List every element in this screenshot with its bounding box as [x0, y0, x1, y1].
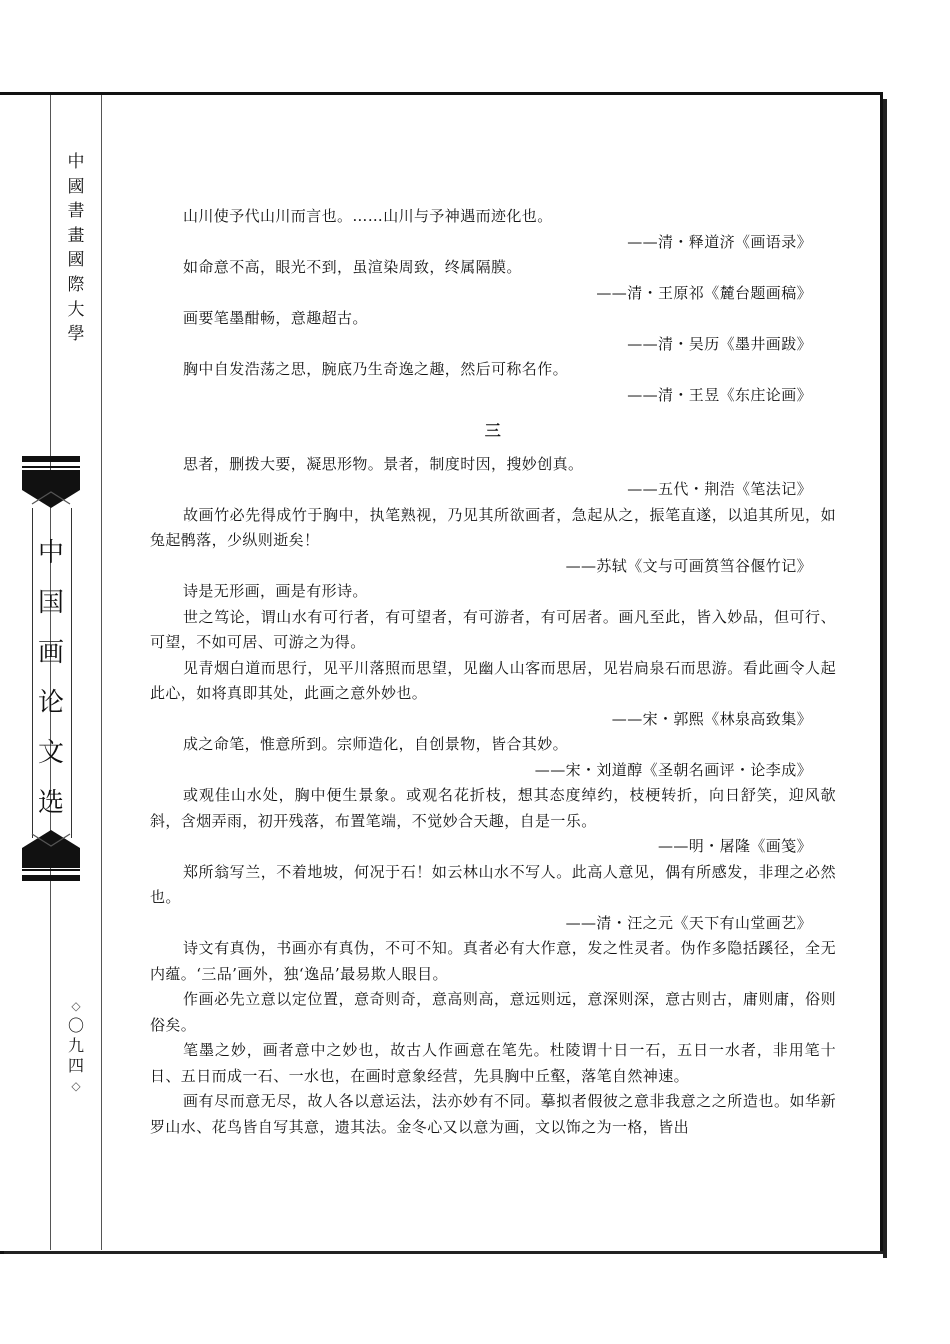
- citation: ——清・汪之元《天下有山堂画艺》: [565, 913, 812, 932]
- page-number-char: 九: [67, 1036, 84, 1055]
- band-bar-top: [22, 456, 80, 462]
- book-title-char: 画: [37, 638, 64, 668]
- citation: ——明・屠隆《画笺》: [657, 837, 812, 855]
- frame-shadow: [4, 1251, 886, 1254]
- citation: ——苏轼《文与可画筼筜谷偃竹记》: [565, 556, 812, 575]
- series-title-char: 學: [67, 324, 85, 345]
- quote-paragraph: 或观佳山水处，胸中便生景象。或观名花折枝，想其态度绰约，枝梗转折，向日舒笑，迎风欹斜，含烟弄雨，初开残落，布置笔端，不觉妙合天趣，自是一乐。: [150, 786, 836, 830]
- citation: ——清・王昱《东庄论画》: [627, 385, 812, 404]
- side-rule-right: [101, 95, 102, 1250]
- band-bar-bottom: [22, 875, 80, 881]
- series-title-char: 畫: [67, 225, 85, 246]
- book-title-char: 论: [37, 688, 64, 718]
- series-title-char: 大: [67, 299, 85, 320]
- quote-paragraph: 画有尽而意无尽，故人各以意运法，法亦妙有不同。摹拟者假彼之意非我意之之所造也。如华新罗山水、花鸟皆自写其意，遗其法。金冬心又以意为画，文以饰之为一格，皆出: [150, 1092, 836, 1136]
- diamond-icon: ◇: [71, 1079, 81, 1093]
- quote-paragraph: 世之笃论，谓山水有可行者，有可望者，有可游者，有可居者。画凡至此，皆入妙品，但可行、可望，不如可居、可游之为得。: [150, 607, 836, 651]
- series-title-char: 際: [67, 274, 85, 295]
- citation: ——清・释道济《画语录》: [627, 232, 812, 251]
- quote-paragraph: 郑所翁写兰，不着地坡，何况于石！如云林山水不写人。此高人意见，偶有所感发，非理之必然也。: [150, 862, 836, 906]
- quote-paragraph: 思者，删拨大要，凝思形物。景者，制度时因，搜妙创真。: [183, 454, 584, 473]
- book-title-char: 中: [37, 538, 64, 568]
- series-title-char: 國: [67, 250, 85, 271]
- book-title-char: 选: [37, 788, 64, 818]
- page-number-char: 四: [67, 1056, 84, 1075]
- citation: ——五代・荆浩《笔法记》: [627, 480, 812, 498]
- quote-paragraph: 胸中自发浩荡之思，腕底乃生奇逸之趣，然后可称名作。: [183, 360, 569, 378]
- main-text: [150, 204, 836, 1140]
- section-heading: 三: [484, 421, 502, 440]
- quote-paragraph: 山川使予代山川而言也。……山川与予神遇而迹化也。: [183, 207, 553, 225]
- quote-paragraph: 成之命笔，惟意所到。宗师造化，自创景物，皆合其妙。: [183, 735, 569, 753]
- citation: ——宋・郭熙《林泉高致集》: [611, 709, 812, 728]
- band-bar-top-thin: [22, 466, 80, 468]
- series-title: [62, 150, 90, 347]
- book-title-char: 国: [37, 588, 64, 618]
- citation: ——清・吴历《墨井画跋》: [627, 334, 812, 353]
- book-title-char: 文: [37, 738, 64, 768]
- band-chevron-top: [22, 470, 80, 510]
- quote-paragraph: 笔墨之妙，画者意中之妙也，故古人作画意在笔先。杜陵谓十日一石，五日一水者，非用笔十日、五日而成一石、一水也，在画时意象经营，先具胸中丘壑，落笔自然神速。: [150, 1041, 836, 1085]
- series-title-char: 書: [67, 201, 85, 222]
- book-title: [32, 528, 70, 828]
- diamond-icon: ◇: [71, 999, 81, 1013]
- band-chevron-bottom: [22, 828, 80, 868]
- citation: ——宋・刘道醇《圣朝名画评・论李成》: [534, 760, 812, 779]
- series-title-char: 國: [67, 176, 85, 197]
- quote-paragraph: 诗是无形画，画是有形诗。: [183, 582, 368, 600]
- band-bar-bottom-thin: [22, 869, 80, 871]
- page-number-char: 〇: [67, 1016, 84, 1035]
- citation: ——清・王原祁《麓台题画稿》: [596, 283, 812, 302]
- quote-paragraph: 见青烟白道而思行，见平川落照而思望，见幽人山客而思居，见岩扃泉石而思游。看此画令人起此心，如将真即其处，此画之意外妙也。: [150, 658, 836, 702]
- quote-paragraph: 诗文有真伪，书画亦有真伪，不可不知。真者必有大作意，发之性灵者。伪作多隐括蹊径，全无内蕴。‘三品’画外，独‘逸品’最易欺人眼目。: [150, 939, 836, 983]
- series-title-char: 中: [67, 152, 85, 172]
- quote-paragraph: 画要笔墨酣畅，意趣超古。: [183, 309, 368, 327]
- page-number: [62, 996, 90, 1096]
- quote-paragraph: 故画竹必先得成竹于胸中，执笔熟视，乃见其所欲画者，急起从之，振笔直遂，以追其所见，如兔起鹘落，少纵则逝矣！: [150, 505, 836, 549]
- quote-paragraph: 如命意不高，眼光不到，虽渲染周致，终属隔膜。: [183, 258, 522, 276]
- quote-paragraph: 作画必先立意以定位置，意奇则奇，意高则高，意远则远，意深则深，意古则古，庸则庸，俗则俗矣。: [150, 990, 836, 1034]
